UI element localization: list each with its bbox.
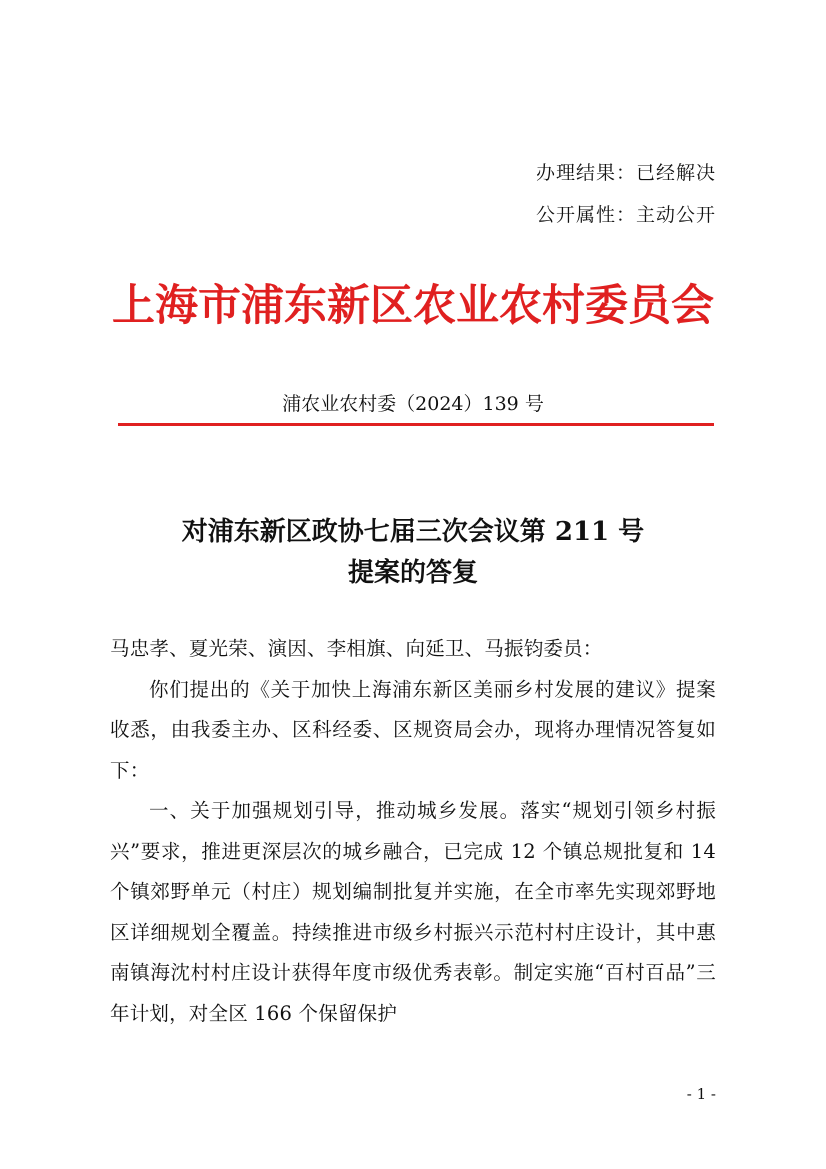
document-number: 浦农业农村委（2024）139 号 bbox=[282, 393, 544, 415]
body-paragraph-2: 一、关于加强规划引导，推动城乡发展。落实“规划引领乡村振兴”要求，推进更深层次的城乡融合，已完成 12 个镇总规批复和 14 个镇郊野单元（村庄）规划编制批复并实施，在全市率先实现郊野地区详细规划全覆盖。持续推进市级乡村振兴示范村村庄设计，其中惠南镇海沈村村庄设计获得年度市级优秀表彰。制定实施“百村百品”三年计划，对全区 166 个保留保护 bbox=[110, 799, 716, 1025]
salutation: 马忠孝、夏光荣、演因、李相旗、向延卫、马振钧委员： bbox=[110, 637, 603, 660]
document-title bbox=[0, 512, 826, 594]
title-line-2: 提案的答复 bbox=[347, 558, 478, 588]
disclosure-attribute: 公开属性：主动公开 bbox=[535, 204, 716, 226]
title-line-1: 对浦东新区政协七届三次会议第 211 号 bbox=[181, 517, 645, 547]
document-body bbox=[110, 629, 716, 1034]
page-number: - 1 - bbox=[686, 1085, 716, 1103]
red-divider-line bbox=[118, 423, 714, 426]
body-paragraph-1: 你们提出的《关于加快上海浦东新区美丽乡村发展的建议》提案收悉，由我委主办、区科经委、区规资局会办，现将办理情况答复如下： bbox=[110, 677, 716, 782]
issuer-name: 上海市浦东新区农业农村委员会 bbox=[112, 281, 714, 331]
handling-result: 办理结果：已经解决 bbox=[535, 162, 716, 184]
